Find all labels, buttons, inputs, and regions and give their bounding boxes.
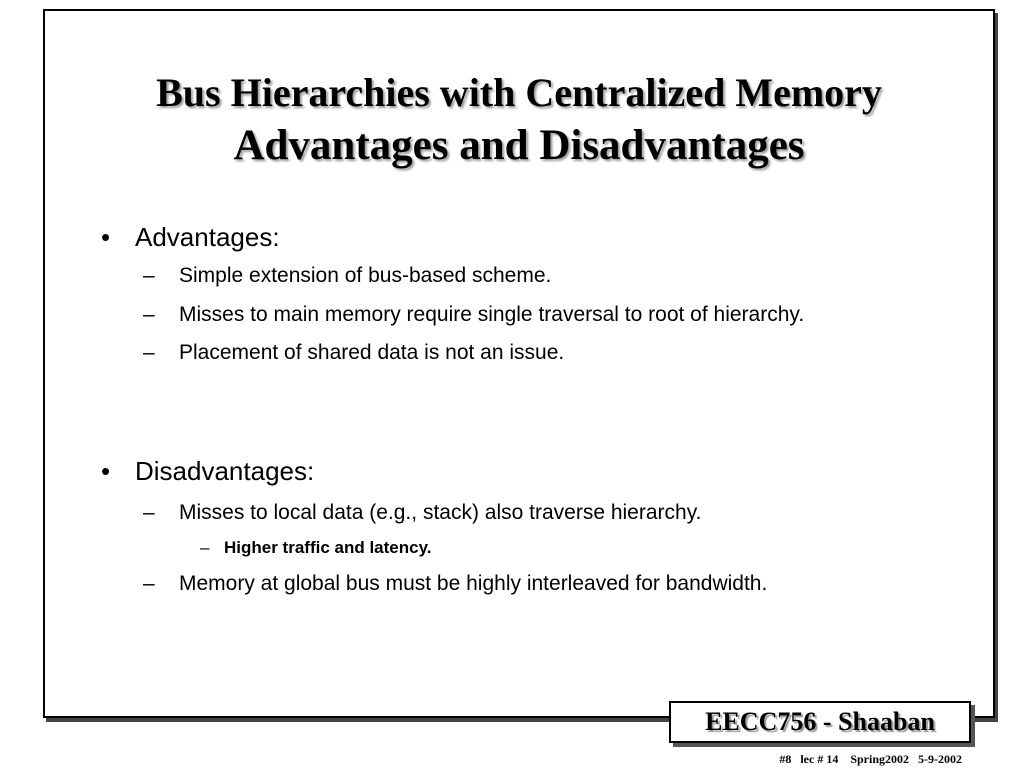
- advantage-text-3: Placement of shared data is not an issue.: [179, 341, 565, 364]
- disadvantages-heading: Disadvantages:: [135, 456, 315, 486]
- advantage-item-3: [143, 340, 565, 366]
- advantage-text-2: Misses to main memory require single traversal to root of hierarchy.: [179, 303, 805, 326]
- dash-marker: –: [143, 264, 155, 287]
- dash-marker: –: [143, 303, 155, 326]
- dash-marker: –: [143, 572, 155, 595]
- course-label-box: [669, 701, 971, 743]
- course-label: EECC756 - Shaaban: [705, 707, 935, 736]
- disadvantage-subitem-1: [200, 537, 432, 559]
- disadvantages-bullet: [101, 456, 315, 486]
- advantages-heading: Advantages:: [135, 222, 280, 252]
- advantage-item-1: [143, 263, 552, 289]
- advantage-text-1: Simple extension of bus-based scheme.: [179, 264, 552, 287]
- dash-marker: –: [143, 341, 155, 364]
- disadvantage-subtext-1: Higher traffic and latency.: [224, 538, 432, 557]
- title-line-1: Bus Hierarchies with Centralized Memory: [156, 70, 882, 115]
- disadvantage-item-2: [143, 571, 768, 597]
- disadvantage-text-2: Memory at global bus must be highly interleaved for bandwidth.: [179, 572, 768, 595]
- dash-marker: –: [200, 538, 210, 557]
- disadvantage-item-1: [143, 500, 702, 526]
- title-line-2: Advantages and Disadvantages: [233, 122, 805, 169]
- advantage-item-2: [143, 302, 805, 328]
- advantages-bullet: [101, 222, 280, 252]
- slide-title: [45, 67, 993, 173]
- disadvantage-text-1: Misses to local data (e.g., stack) also traverse hierarchy.: [179, 501, 702, 524]
- bullet-marker: •: [101, 456, 111, 486]
- slide-meta: #8 lec # 14 Spring2002 5-9-2002: [779, 752, 962, 766]
- dash-marker: –: [143, 501, 155, 524]
- bullet-marker: •: [101, 222, 111, 252]
